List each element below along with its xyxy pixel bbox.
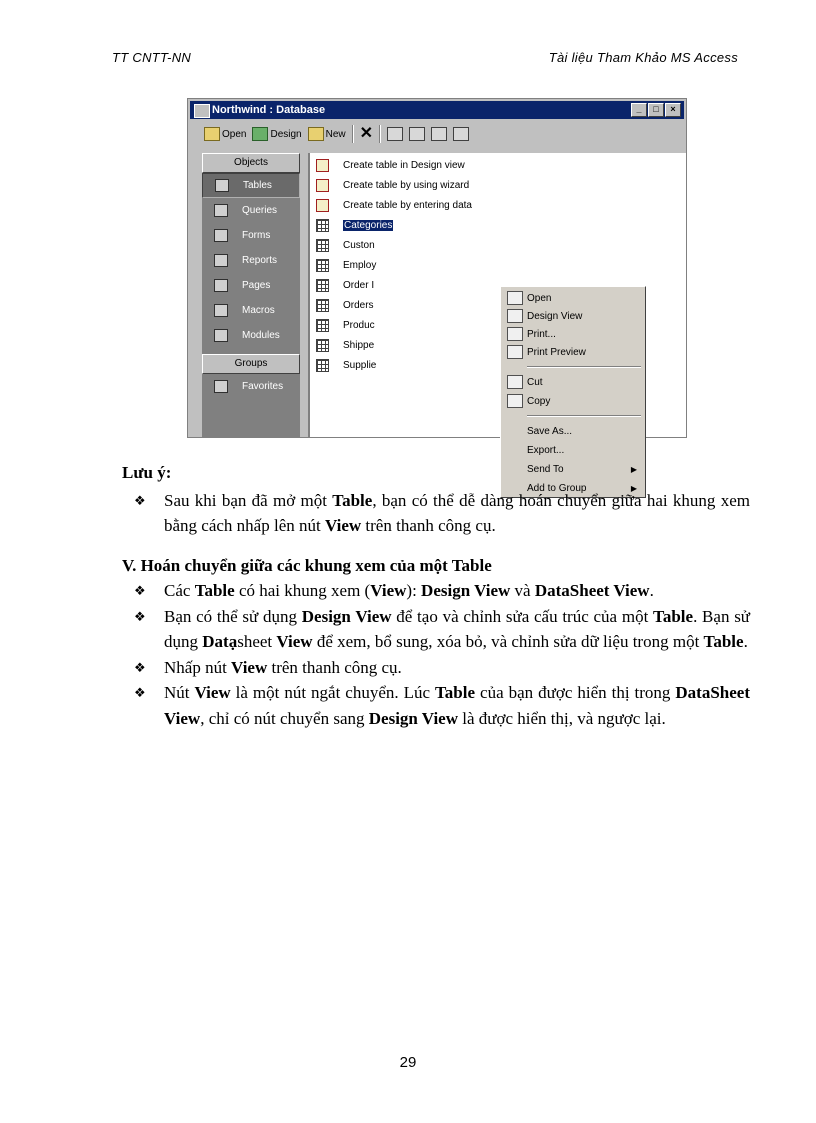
bullet-item: ❖ Bạn có thể sử dụng Design View để tạo và chỉnh sửa cấu trúc của một Table. Bạn sử dụng Datạsheet View để xem, bổ sung, xóa bỏ, và chỉnh sửa dữ liệu trong một Table. (122, 604, 750, 655)
menu-item-export[interactable]: Export... (527, 444, 565, 456)
design-button[interactable]: Design (252, 127, 301, 141)
submenu-arrow-icon: ▶ (630, 464, 637, 474)
sidebar-item-queries[interactable]: Queries (202, 198, 300, 223)
bullet-icon: ❖ (134, 685, 146, 700)
bullet-item: ❖ Nhấp nút View trên thanh công cụ. (122, 655, 750, 681)
open-icon (507, 291, 523, 305)
print-icon (507, 327, 523, 341)
list-item[interactable]: Categories (316, 216, 393, 234)
document-body (122, 460, 750, 731)
bullet-icon: ❖ (134, 608, 146, 624)
menu-item-design-view[interactable]: Design View (501, 307, 645, 325)
small-icons-icon (409, 127, 425, 141)
objects-list (308, 153, 686, 494)
table-icon (316, 319, 329, 332)
print-preview-icon (507, 345, 523, 359)
module-icon (214, 329, 228, 342)
minimize-button[interactable]: _ (631, 103, 647, 117)
list-item[interactable]: Create table by entering data (316, 196, 472, 214)
menu-item-cut[interactable]: Cut (501, 373, 645, 391)
menu-item-add-to-group[interactable]: Add to Group ▶ (527, 482, 637, 494)
form-icon (214, 229, 228, 242)
list-item[interactable]: Produc (316, 316, 375, 334)
wizard-icon (316, 179, 329, 192)
wizard-icon (316, 199, 329, 212)
list-item[interactable]: Employ (316, 256, 376, 274)
sidebar-item-forms[interactable]: Forms (202, 223, 300, 248)
menu-item-print-preview[interactable]: Print Preview (501, 343, 645, 361)
small-icons-button[interactable] (409, 127, 425, 141)
copy-icon (507, 394, 523, 408)
page-number: 29 (399, 1054, 417, 1071)
list-item[interactable]: Supplie (316, 356, 376, 374)
delete-icon[interactable]: ✕ (359, 125, 374, 142)
maximize-button[interactable]: □ (648, 103, 664, 117)
menu-item-print[interactable]: Print... (501, 325, 645, 343)
favorites-icon (214, 380, 228, 393)
scissors-icon (507, 375, 523, 389)
sidebar-item-tables[interactable]: Tables (202, 173, 300, 198)
toolbar-separator (379, 125, 381, 143)
header-left: TT CNTT-NN (112, 50, 192, 65)
toolbar (190, 121, 684, 147)
table-icon (316, 219, 329, 232)
page-icon (214, 279, 228, 292)
menu-separator (527, 366, 641, 368)
bullet-icon: ❖ (134, 492, 146, 508)
list-view-button[interactable] (431, 127, 447, 141)
sidebar-item-modules[interactable]: Modules (202, 323, 300, 348)
database-icon (194, 104, 210, 118)
design-icon (252, 127, 268, 141)
table-icon (316, 359, 329, 372)
bullet-item: ❖ Nút View là một nút ngắt chuyển. Lúc Table của bạn được hiển thị trong DataSheet View, chỉ có nút chuyển sang Design View là được hiển thị, và ngược lại. (122, 680, 750, 731)
list-item[interactable]: Create table by using wizard (316, 176, 469, 194)
menu-item-copy[interactable]: Copy (501, 392, 645, 410)
access-database-window (187, 98, 687, 494)
menu-separator (527, 415, 641, 417)
open-button[interactable]: Open (204, 127, 246, 141)
bullet-item: ❖ Các Table có hai khung xem (View): Design View và DataSheet View. (122, 578, 750, 604)
large-icons-button[interactable] (387, 127, 403, 141)
note-bullet: ❖ Sau khi bạn đã mở một Table, bạn có thể dễ dàng hoán chuyển giữa hai khung xem bằng cách nhấp lên nút View trên thanh công cụ. (122, 488, 750, 539)
list-item[interactable]: Order I (316, 276, 374, 294)
macro-icon (214, 304, 228, 317)
new-button[interactable]: New (308, 127, 346, 141)
open-icon (204, 127, 220, 141)
sidebar-item-reports[interactable]: Reports (202, 248, 300, 273)
toolbar-separator (352, 125, 354, 143)
table-icon (215, 179, 229, 192)
note-title: Lưu ý: (122, 463, 172, 482)
menu-item-send-to[interactable]: Send To ▶ (527, 463, 637, 475)
window-title: Northwind : Database (212, 104, 326, 116)
table-icon (316, 279, 329, 292)
menu-item-save-as[interactable]: Save As... (527, 425, 573, 437)
section-title: V. Hoán chuyển giữa các khung xem của một Table (122, 555, 492, 575)
query-icon (214, 204, 228, 217)
bullet-icon: ❖ (134, 659, 146, 675)
sidebar-item-favorites[interactable]: Favorites (202, 374, 300, 399)
list-view-icon (431, 127, 447, 141)
objects-sidebar (202, 153, 300, 437)
list-item[interactable]: Orders (316, 296, 374, 314)
wizard-icon (316, 159, 329, 172)
objects-header[interactable]: Objects (202, 153, 300, 173)
close-button[interactable]: × (665, 103, 681, 117)
table-icon (316, 339, 329, 352)
bullet-icon: ❖ (134, 583, 146, 598)
list-item[interactable]: Custon (316, 236, 375, 254)
groups-header[interactable]: Groups (202, 354, 300, 374)
design-icon (507, 309, 523, 323)
report-icon (214, 254, 228, 267)
details-view-button[interactable] (453, 127, 469, 141)
list-item[interactable]: Shippe (316, 336, 374, 354)
sidebar-item-pages[interactable]: Pages (202, 273, 300, 298)
menu-item-open[interactable]: Open (501, 289, 645, 307)
table-icon (316, 299, 329, 312)
submenu-arrow-icon: ▶ (630, 483, 637, 493)
window-titlebar (190, 101, 684, 119)
table-icon (316, 259, 329, 272)
details-view-icon (453, 127, 469, 141)
list-item[interactable]: Create table in Design view (316, 156, 465, 174)
header-right: Tài liệu Tham Khảo MS Access (548, 50, 738, 65)
table-icon (316, 239, 329, 252)
large-icons-icon (387, 127, 403, 141)
sidebar-item-macros[interactable]: Macros (202, 298, 300, 323)
new-icon (308, 127, 324, 141)
